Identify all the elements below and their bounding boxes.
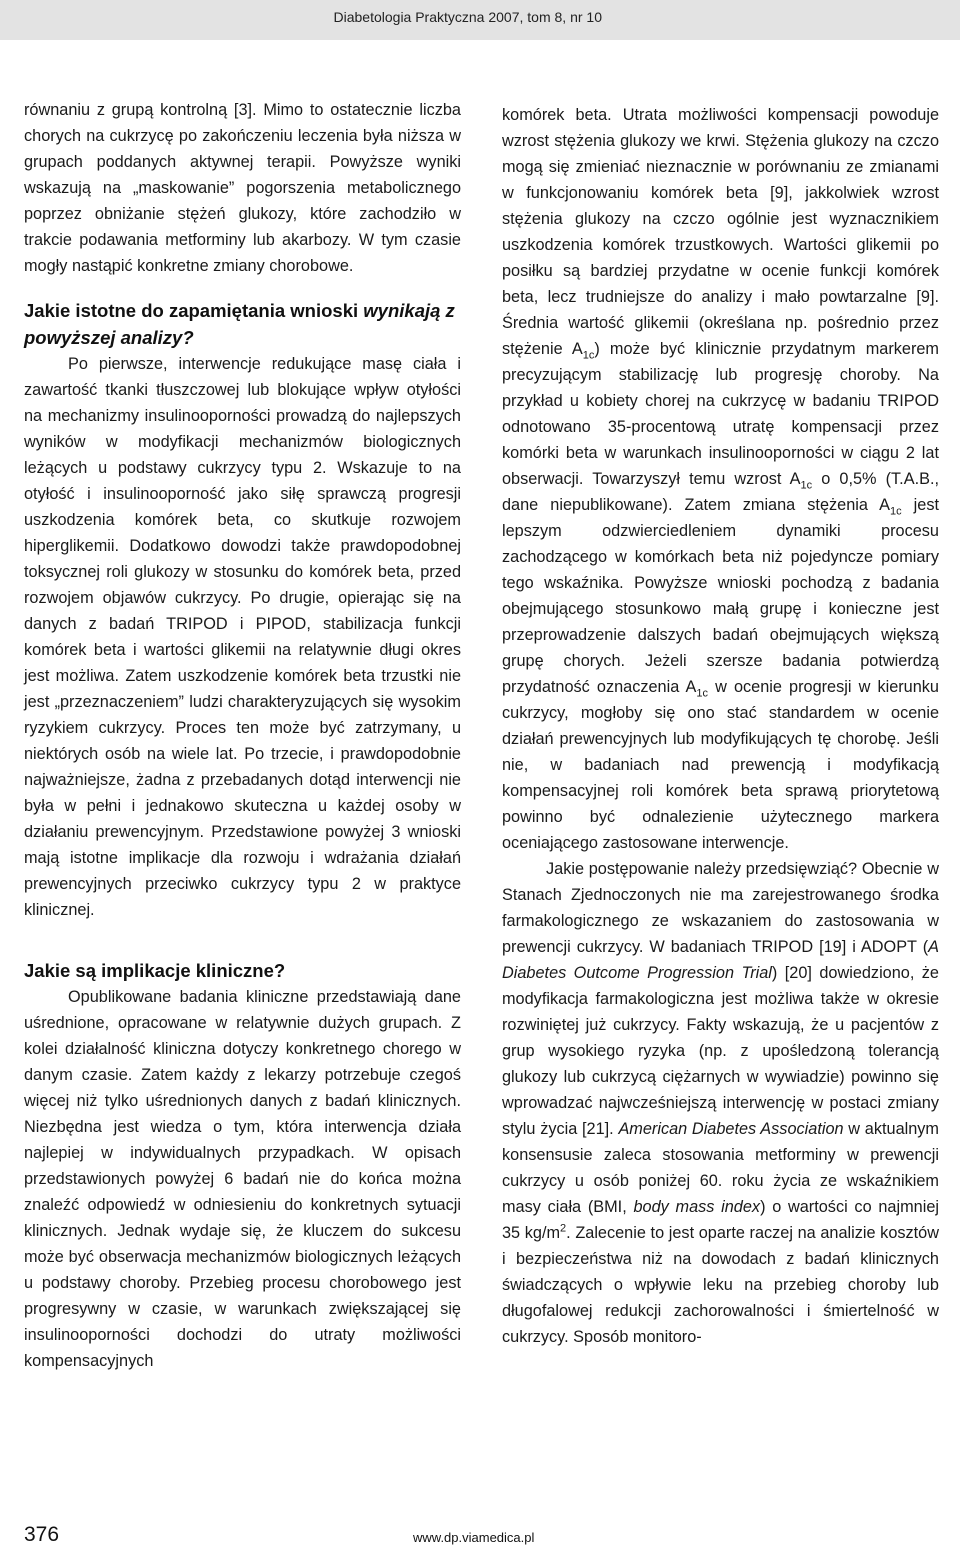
italic-ada: American Diabetes Association (618, 1120, 844, 1138)
text-run: w aktualnym konsensusie zaleca stosowania metforminy w prewencji cukrzycy u osób poniżej 60. roku życia ze wskaźnikiem masy ciała (BMI, (502, 1120, 939, 1216)
right-column (502, 102, 939, 1350)
paragraph-intro: równaniu z grupą kontrolną [3]. Mimo to ostatecznie liczba chorych na cukrzycę po zakończeniu leczenia była niższa w grupach poddanych aktywnej terapii. Powyższe wyniki wskazują na „maskowanie” pogorszenia metabolicznego poprzez obniżanie stężeń glukozy, które zachodziło w trakcie podawania metforminy lub akarbozy. W tym czasie mogły nastąpić konkretne zmiany chorobowe. (24, 101, 461, 275)
section-heading-conclusions (24, 297, 461, 351)
text-run: ) [20] dowiedziono, że modyfikacja farmakologiczna jest możliwa także w okresie rozwiniętej już cukrzycy. Fakty wskazują, że u pacjentów z grup wysokiego ryzyka (np. z upośledzoną tolerancją glukozy lub cukrzycą ciężarnych w wywiadzie) powinno się wprowadzać najwcześniejszą interwencję w postaci zmiany stylu życia [21]. (502, 964, 939, 1138)
italic-adopt: A Diabetes Outcome Progression Trial (502, 938, 939, 982)
subscript-1c: 1c (889, 505, 902, 518)
subscript-1c: 1c (800, 479, 813, 492)
paragraph-implications: Opublikowane badania kliniczne przedstawiają dane uśrednione, opracowane w relatywnie dużych grupach. Z kolei działalność kliniczna dotyczy konkretnego chorego w danym czasie. Zatem każdy z lekarzy potrzebuje czegoś więcej niż tylko uśrednionych danych z badań klinicznych. Niezbędna jest wiedza o tym, która interwencja działa najlepiej w indywidualnych przypadkach. W opisach przedstawionych powyżej 6 badań nie do końca można znaleźć odpowiedź w odniesieniu do konkretnych sytuacji klinicznych. Jednak wydaje się, że kluczem do sukcesu może być obserwacja mechanizmów biologicznych leżących u podstawy choroby. Przebieg procesu chorobowego jest progresywny w czasie, w warunkach zwiększającej się insulinooporności dochodzi do utraty możliwości kompensacyjnych (24, 988, 461, 1370)
heading-part-1: Jakie istotne do zapamiętania wnioski (24, 300, 364, 321)
subscript-1c: 1c (696, 687, 708, 700)
text-run: . Zalecenie to jest oparte raczej na analizie kosztów i bezpieczeństwa niż na dowodach z badań klinicznych świadczących o wpływie leku na przebieg choroby lub długofalowej redukcji zachorowalności i śmiertelność w cukrzycy. Sposób monitoro- (502, 1224, 939, 1346)
text-run: w ocenie progresji w kierunku cukrzycy, mogłoby się ono stać standardem w ocenie działań prewencyjnych lub modyfikujących tę chorobę. Jeśli nie, w badaniach nad prewencją i modyfikacją kompensacyjnej roli komórek beta sprawą priorytetową powinno być odnalezienie użytecznego markera oceniającego zastosowane interwencje. (502, 678, 939, 852)
italic-bmi: body mass index (633, 1198, 761, 1216)
paragraph-conclusions: Po pierwsze, interwencje redukujące masę ciała i zawartość tkanki tłuszczowej lub blokujące wpływ otyłości na mechanizmy insulinooporności prowadzą do najlepszych wyników w modyfikacji mechanizmów biologicznych leżących u podstawy cukrzycy typu 2. Wskazuje to na otyłość i insulinooporność jako siłę sprawczą progresji uszkodzenia komórek beta, co skutkuje rozwojem hiperglikemii. Dodatkowo dowodzi także prawdopodobnej toksycznej roli glukozy w stosunku do komórek beta, przed rozwojem objawów cukrzycy. Po drugie, opierając się na danych z badań TRIPOD i PIPOD, stabilizacja funkcji komórek beta i wartości glikemii na relatywnie długi okres jest możliwa. Zatem uszkodzenie komórek beta trzustki nie jest „przeznaczeniem” ludzi charakteryzujących się wysokim ryzykiem cukrzycy. Proces ten może być zatrzymany, u niektórych osób na wiele lat. Po trzecie, i prawdopodobnie najważniejsze, żadna z przebadanych dotąd interwencji nie była w pełni i jednakowo skuteczna u każdej osoby w działaniu prewencyjnym. Przedstawione powyżej 3 wnioski mają istotne implikacje dla rozwoju i wdrażania działań prewencyjnych przeciwko cukrzycy typu 2 w praktyce klinicznej. (24, 355, 461, 919)
heading-part-2: wynikają z powyższej analizy? (24, 300, 455, 348)
text-run: o 0,5% (T.A.B., dane niepublikowane). Zatem zmiana stężenia A (502, 470, 939, 514)
text-run: komórek beta. Utrata możliwości kompensacji powoduje wzrost stężenia glukozy we krwi. Stężenia glukozy na czczo mogą się zmieniać nieznacznie w porównaniu ze zmianami w funkcjonowaniu komórek beta [9], jakkolwiek wzrost stężenia glukozy na czczo ogólnie jest wyznacznikiem uszkodzenia komórek trzustkowych. Wartości glikemii po posiłku są bardziej przydatne w ocenie funkcji komórek beta, lecz trudniejsze do analizy i mało powtarzalne [9]. Średnia wartość glikemii (określana np. pośrednio przez stężenie A (502, 106, 939, 358)
text-run: Jakie postępowanie należy przedsięwziąć? Obecnie w Stanach Zjednoczonych nie ma zarejestrowanego środka farmakologicznego ze wskazaniem do zastosowania w prewencji cukrzycy. W badaniach TRIPOD [19] i ADOPT ( (502, 860, 939, 956)
text-run: ) o wartości co najmniej 35 kg/m (502, 1198, 939, 1242)
paragraph-beta-cells (502, 102, 939, 856)
journal-title: Diabetologia Praktyczna 2007, tom 8, nr 10 (333, 9, 602, 25)
running-header (0, 0, 960, 40)
text-run: jest lepszym odzwierciedleniem dynamiki procesu zachodzącego w komórkach beta niż pojedyncze pomiary tego wskaźnika. Powyższe wnioski pochodzą z badania obejmującego stosunkowo małą grupę i konieczne jest przeprowadzenie dalszych badań obejmujących większą grupę chorych. Jeżeli szersze badania potwierdzą przydatność oznaczenia A (502, 496, 939, 696)
paragraph-management (502, 856, 939, 1350)
section-heading-implications: Jakie są implikacje kliniczne? (24, 960, 286, 981)
page-number: 376 (24, 1523, 60, 1546)
text-run: ) może być klinicznie przydatnym markerem precyzującym stabilizację lub progresję choroby. Na przykład u kobiety chorej na cukrzycę w badaniu TRIPOD odnotowano 35-procentową utratę kompensacji przez komórki beta w warunkach insulinooporności w ciągu 2 lat obserwacji. Towarzyszył temu wzrost A (502, 340, 939, 488)
subscript-1c: 1c (582, 349, 595, 362)
superscript-2: 2 (560, 1222, 567, 1235)
left-column (24, 97, 461, 1374)
footer-url: www.dp.viamedica.pl (413, 1530, 535, 1545)
